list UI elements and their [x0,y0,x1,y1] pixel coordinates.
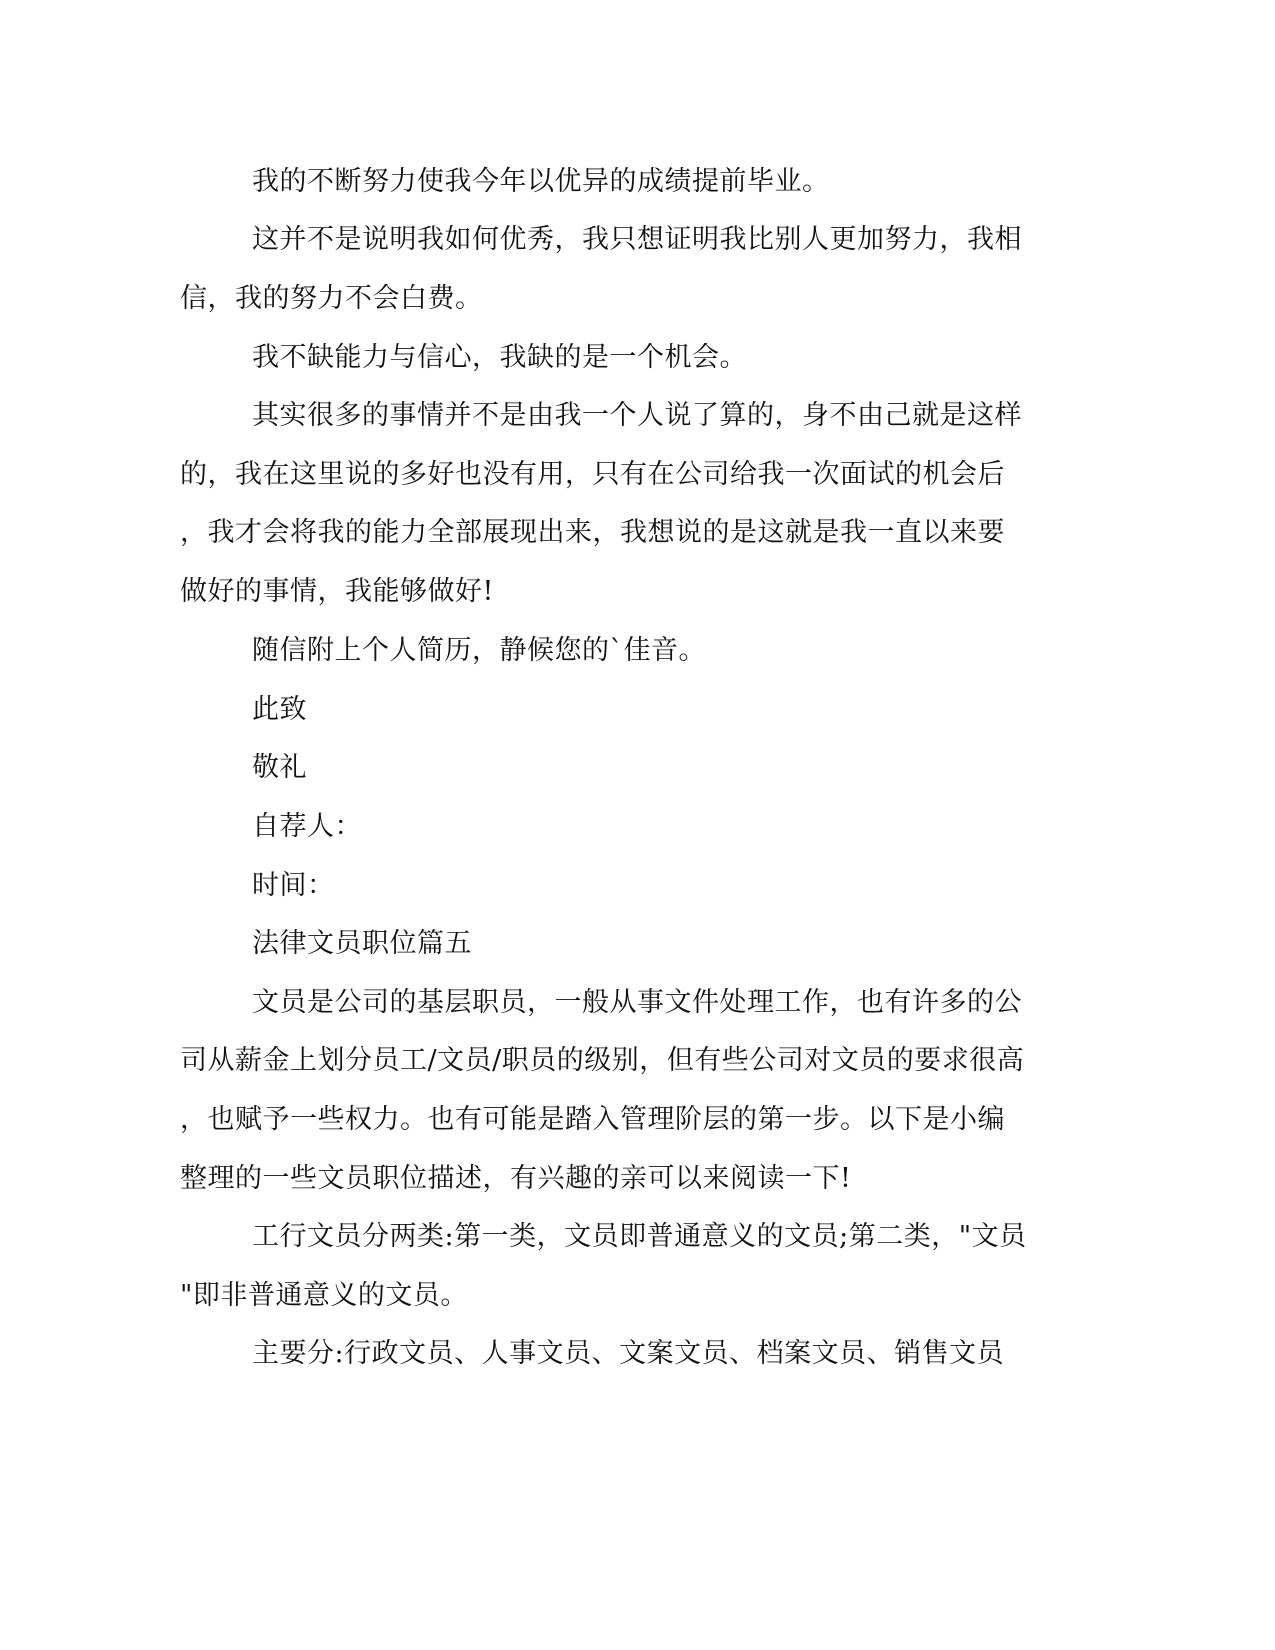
text-line: 自荐人： [252,811,362,842]
section-heading: 法律文员职位篇五 [252,928,472,959]
text-line: 其实很多的事情并不是由我一个人说了算的，身不由己就是这样 [252,400,1022,431]
text-line: 此致 [252,694,307,725]
text-line: 信，我的努力不会白费。 [180,283,483,314]
text-line: 做好的事情，我能够做好! [180,576,494,607]
text-line: 的，我在这里说的多好也没有用，只有在公司给我一次面试的机会后 [180,459,1005,490]
text-line: ，我才会将我的能力全部展现出来，我想说的是这就是我一直以来要 [180,517,1005,548]
text-line: 文员是公司的基层职员，一般从事文件处理工作，也有许多的公 [252,987,1022,1018]
text-line: 敬礼 [252,752,307,783]
text-line: 整理的一些文员职位描述，有兴趣的亲可以来阅读一下! [180,1163,852,1194]
text-line: 我的不断努力使我今年以优异的成绩提前毕业。 [252,166,830,197]
text-line: 主要分:行政文员、人事文员、文案文员、档案文员、销售文员 [252,1338,1005,1369]
text-line: 我不缺能力与信心，我缺的是一个机会。 [252,342,747,373]
text-line: 随信附上个人简历，静候您的`佳音。 [252,635,706,666]
text-line: ，也赋予一些权力。也有可能是踏入管理阶层的第一步。以下是小编 [180,1104,1005,1135]
text-line: 这并不是说明我如何优秀，我只想证明我比别人更加努力，我相 [252,224,1022,255]
text-line: "即非普通意义的文员。 [180,1280,468,1311]
text-line: 工行文员分两类:第一类，文员即普通意义的文员;第二类，"文员 [252,1221,1027,1252]
text-line: 司从薪金上划分员工/文员/职员的级别，但有些公司对文员的要求很高 [180,1045,1025,1076]
text-line: 时间： [252,870,335,901]
